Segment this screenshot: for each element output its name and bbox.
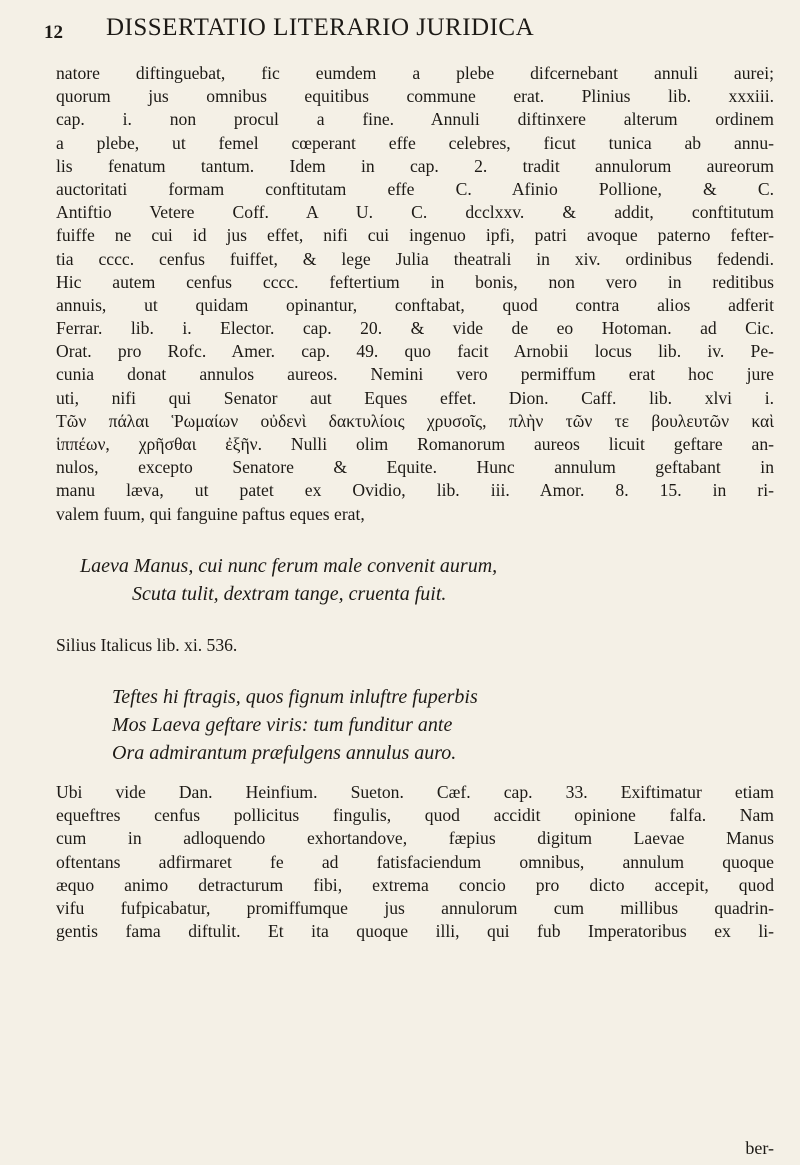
text-line: cum in adloquendo exhortandove, fæpius digitum Laevae Manus — [56, 828, 774, 849]
text-line: æquo animo detracturum fibi, extrema concio pro dicto accepit, quod — [56, 874, 774, 895]
text-line: gentis fama diftulit. Et ita quoque illi, qui fub Imperatoribus ex li- — [56, 921, 774, 942]
verse-line: Ora admirantum præfulgens annulus auro. — [112, 741, 457, 764]
text-line: equeftres cenfus pollicitus fingulis, quod accidit opinione falfa. Nam — [56, 805, 774, 826]
text-line: tia cccc. cenfus fuiffet, & lege Julia theatrali in xiv. ordinibus fedendi. — [56, 248, 774, 269]
verse-line: Teftes hi ftragis, quos fignum inluftre fuperbis — [112, 685, 478, 708]
page-header — [44, 14, 760, 46]
text-line: uti, nifi qui Senator aut Eques effet. Dion. Caff. lib. xlvi i. — [56, 387, 774, 408]
text-line: fuiffe ne cui id jus effet, nifi cui ingenuo ipfi, patri avoque paterno fefter- — [56, 225, 774, 246]
text-line: cap. i. non procul a fine. Annuli diftinxere alterum ordinem — [56, 109, 774, 130]
text-line: nulos, excepto Senatore & Equite. Hunc annulum geftabant in — [56, 457, 774, 478]
text-line: Orat. pro Rofc. Amer. cap. 49. quo facit Arnobii locus lib. iv. Pe- — [56, 341, 774, 362]
verse-line: Mos Laeva geftare viris: tum funditur ante — [112, 713, 453, 736]
text-line: oftentans adfirmaret fe ad fatisfaciendum omnibus, annulum quoque — [56, 851, 774, 872]
text-line: Antiftio Vetere Coff. A U. C. dcclxxv. & addit, conftitutum — [56, 202, 774, 223]
verse-source: Silius Italicus lib. xi. 536. — [56, 634, 238, 655]
verse-line: Scuta tulit, dextram tange, cruenta fuit. — [132, 582, 447, 605]
page-number: 12 — [44, 22, 63, 43]
text-line: vifu fufpicabatur, promiffumque jus annulorum cum millibus quadrin- — [56, 897, 774, 918]
text-line: annuis, ut quidam opinantur, conftabat, quod contra alios adferit — [56, 294, 774, 315]
text-line: ἱππέων, χρῆσθαι ἐξῆν. Nulli olim Romanorum aureos licuit geftare an- — [56, 434, 774, 454]
text-line: Ferrar. lib. i. Elector. cap. 20. & vide de eo Hotoman. ad Cic. — [56, 318, 774, 339]
text-line: valem fuum, qui fanguine paftus eques erat, — [56, 503, 365, 524]
body-text — [56, 62, 774, 943]
text-line: cunia donat annulos aureos. Nemini vero permiffum erat hoc jure — [56, 364, 774, 385]
text-line: Hic autem cenfus cccc. feftertium in bonis, non vero in reditibus — [56, 271, 774, 292]
text-line: a plebe, ut femel cœperant effe celebres, ficut tunica ab annu- — [56, 132, 774, 153]
text-line: manu læva, ut patet ex Ovidio, lib. iii. Amor. 8. 15. in ri- — [56, 480, 774, 501]
running-head: DISSERTATIO LITERARIO JURIDICA — [106, 14, 535, 41]
text-line: auctoritati formam conftitutam effe C. Afinio Pollione, & C. — [56, 178, 774, 199]
verse-line: Laeva Manus, cui nunc ferum male convenit aurum, — [80, 554, 498, 577]
greek-text-line: Τῶν πάλαι Ῥωμαίων οὐδενὶ δακτυλίοις χρυσοῖς, πλὴν τῶν τε βουλευτῶν καὶ — [56, 410, 774, 431]
text-line: quorum jus omnibus equitibus commune erat. Plinius lib. xxxiii. — [56, 86, 774, 107]
text-line: natore diftinguebat, fic eumdem a plebe difcernebant annuli aurei; — [56, 63, 774, 83]
text-line: Ubi vide Dan. Heinfium. Sueton. Cæf. cap. 33. Exiftimatur etiam — [56, 781, 774, 802]
catchword: ber- — [745, 1138, 774, 1158]
text-line: lis fenatum tantum. Idem in cap. 2. tradit annulorum aureorum — [56, 155, 774, 176]
